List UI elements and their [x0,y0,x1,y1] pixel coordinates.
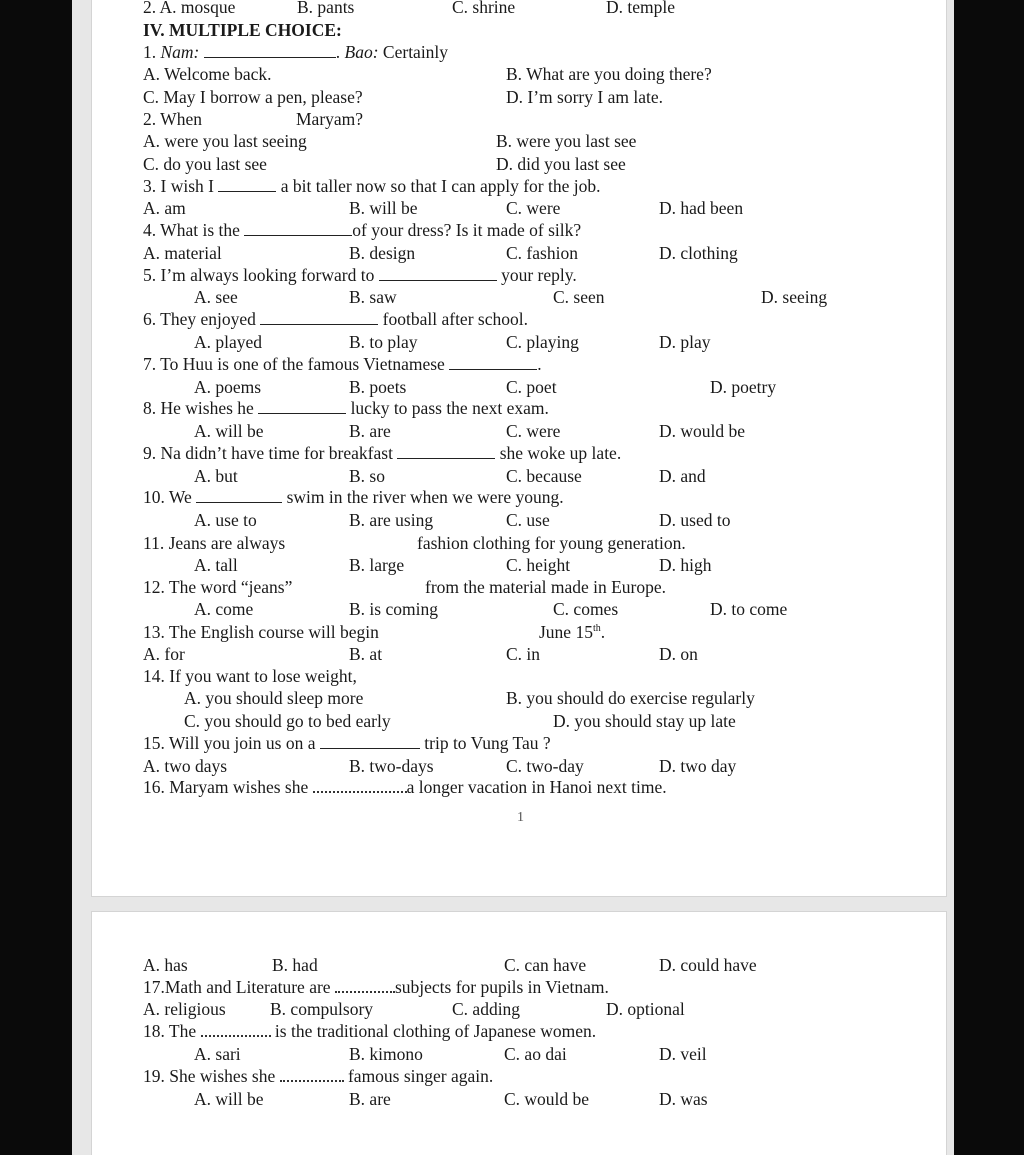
q15-option-b: B. two-days [349,756,434,776]
q0-number-a: 2. A. mosque [143,0,236,17]
q4-option-c: C. fashion [506,243,578,263]
q6-option-d: D. play [659,332,711,352]
q1-option-a: A. Welcome back. [143,64,272,84]
q2-stem-start: 2. When [143,109,202,129]
q8-stem: 8. He wishes he lucky to pass the next exam. [143,398,549,418]
q14-stem: 14. If you want to lose weight, [143,666,357,686]
section-title: IV. MULTIPLE CHOICE: [143,20,342,40]
q4-option-d: D. clothing [659,243,738,263]
q9-option-b: B. so [349,466,385,486]
q17-option-b: B. compulsory [270,999,374,1019]
q17-option-d: D. optional [606,999,685,1019]
q3-option-b: B. will be [349,198,418,218]
q13-stem-start: 13. The English course will begin [143,622,379,642]
q18-option-d: D. veil [659,1044,707,1064]
q11-option-d: D. high [659,555,712,575]
q13-option-b: B. at [349,644,383,664]
q5-stem: 5. I’m always looking forward to your reply. [143,265,577,285]
q11-stem-end: fashion clothing for young generation. [417,533,686,553]
q13-option-c: C. in [506,644,541,664]
q7-option-b: B. poets [349,377,407,397]
q5-option-d: D. seeing [761,287,828,307]
q12-option-a: A. come [194,599,254,619]
q13-option-a: A. for [143,644,185,664]
left-dark-border [0,0,72,1155]
q16-option-b: B. had [272,955,318,975]
q2-option-b: B. were you last see [496,131,637,151]
q7-option-c: C. poet [506,377,557,397]
q4-stem: 4. What is the of your dress? Is it made of silk? [143,220,582,240]
q9-stem: 9. Na didn’t have time for breakfast she woke up late. [143,443,622,463]
q11-option-c: C. height [506,555,571,575]
q1-stem: 1. Nam: . Bao: Certainly [143,42,449,62]
q3-stem: 3. I wish I a bit taller now so that I can apply for the job. [143,176,601,196]
q11-option-a: A. tall [194,555,238,575]
q11-stem-start: 11. Jeans are always [143,533,286,553]
q4-option-a: A. material [143,243,222,263]
q19-option-b: B. are [349,1089,391,1109]
q5-option-a: A. see [194,287,238,307]
q12-option-b: B. is coming [349,599,438,619]
right-dark-border [954,0,1024,1155]
q9-option-a: A. but [194,466,238,486]
q0-option-d: D. temple [606,0,676,17]
page-number: 1 [517,810,524,825]
q16-option-a: A. has [143,955,188,975]
q0-option-b: B. pants [297,0,355,17]
q0-option-c: C. shrine [452,0,516,17]
q10-option-a: A. use to [194,510,257,530]
q14-option-c: C. you should go to bed early [184,711,391,731]
q8-option-a: A. will be [194,421,264,441]
q2-stem-end: Maryam? [296,109,364,129]
q14-option-a: A. you should sleep more [184,688,364,708]
q1-option-d: D. I’m sorry I am late. [506,87,663,107]
q15-option-c: C. two-day [506,756,584,776]
q7-stem: 7. To Huu is one of the famous Vietnamese . [143,354,542,374]
q13-option-d: D. on [659,644,698,664]
q10-option-b: B. are using [349,510,434,530]
q19-option-a: A. will be [194,1089,264,1109]
q10-option-c: C. use [506,510,550,530]
q3-option-c: C. were [506,198,561,218]
q16-option-d: D. could have [659,955,757,975]
q14-option-b: B. you should do exercise regularly [506,688,755,708]
q2-option-a: A. were you last seeing [143,131,307,151]
q19-stem: 19. She wishes she famous singer again. [143,1066,494,1086]
q9-option-c: C. because [506,466,582,486]
q18-stem: 18. The is the traditional clothing of Japanese women. [143,1021,597,1041]
q2-option-d: D. did you last see [496,154,626,174]
q12-option-c: C. comes [553,599,619,619]
q5-option-b: B. saw [349,287,397,307]
q4-option-b: B. design [349,243,416,263]
q12-stem-end: from the material made in Europe. [425,577,667,597]
q15-option-a: A. two days [143,756,228,776]
q19-option-d: D. was [659,1089,708,1109]
q1-option-b: B. What are you doing there? [506,64,712,84]
q17-stem: 17.Math and Literature are subjects for pupils in Vietnam. [143,977,609,997]
q17-option-c: C. adding [452,999,521,1019]
q18-option-c: C. ao dai [504,1044,567,1064]
q8-option-c: C. were [506,421,561,441]
q6-option-a: A. played [194,332,263,352]
q12-option-d: D. to come [710,599,788,619]
q2-option-c: C. do you last see [143,154,267,174]
q17-option-a: A. religious [143,999,226,1019]
q6-stem: 6. They enjoyed football after school. [143,309,528,329]
q7-option-a: A. poems [194,377,262,397]
q11-option-b: B. large [349,555,405,575]
q18-option-a: A. sari [194,1044,241,1064]
q6-option-c: C. playing [506,332,579,352]
q10-stem: 10. We swim in the river when we were young. [143,487,564,507]
q7-option-d: D. poetry [710,377,777,397]
q16-option-c: C. can have [504,955,587,975]
q19-option-c: C. would be [504,1089,590,1109]
q13-stem-end: June 15th. [539,622,606,642]
q3-option-d: D. had been [659,198,744,218]
q6-option-b: B. to play [349,332,418,352]
q16-stem: 16. Maryam wishes she a longer vacation in Hanoi next time. [143,777,667,797]
q1-option-c: C. May I borrow a pen, please? [143,87,363,107]
q5-option-c: C. seen [553,287,605,307]
q3-option-a: A. am [143,198,186,218]
q12-stem-start: 12. The word “jeans” [143,577,293,597]
q9-option-d: D. and [659,466,706,486]
q10-option-d: D. used to [659,510,731,530]
q8-option-d: D. would be [659,421,746,441]
q8-option-b: B. are [349,421,391,441]
q18-option-b: B. kimono [349,1044,423,1064]
q14-option-d: D. you should stay up late [553,711,736,731]
q15-option-d: D. two day [659,756,737,776]
q15-stem: 15. Will you join us on a trip to Vung Tau ? [143,733,551,753]
